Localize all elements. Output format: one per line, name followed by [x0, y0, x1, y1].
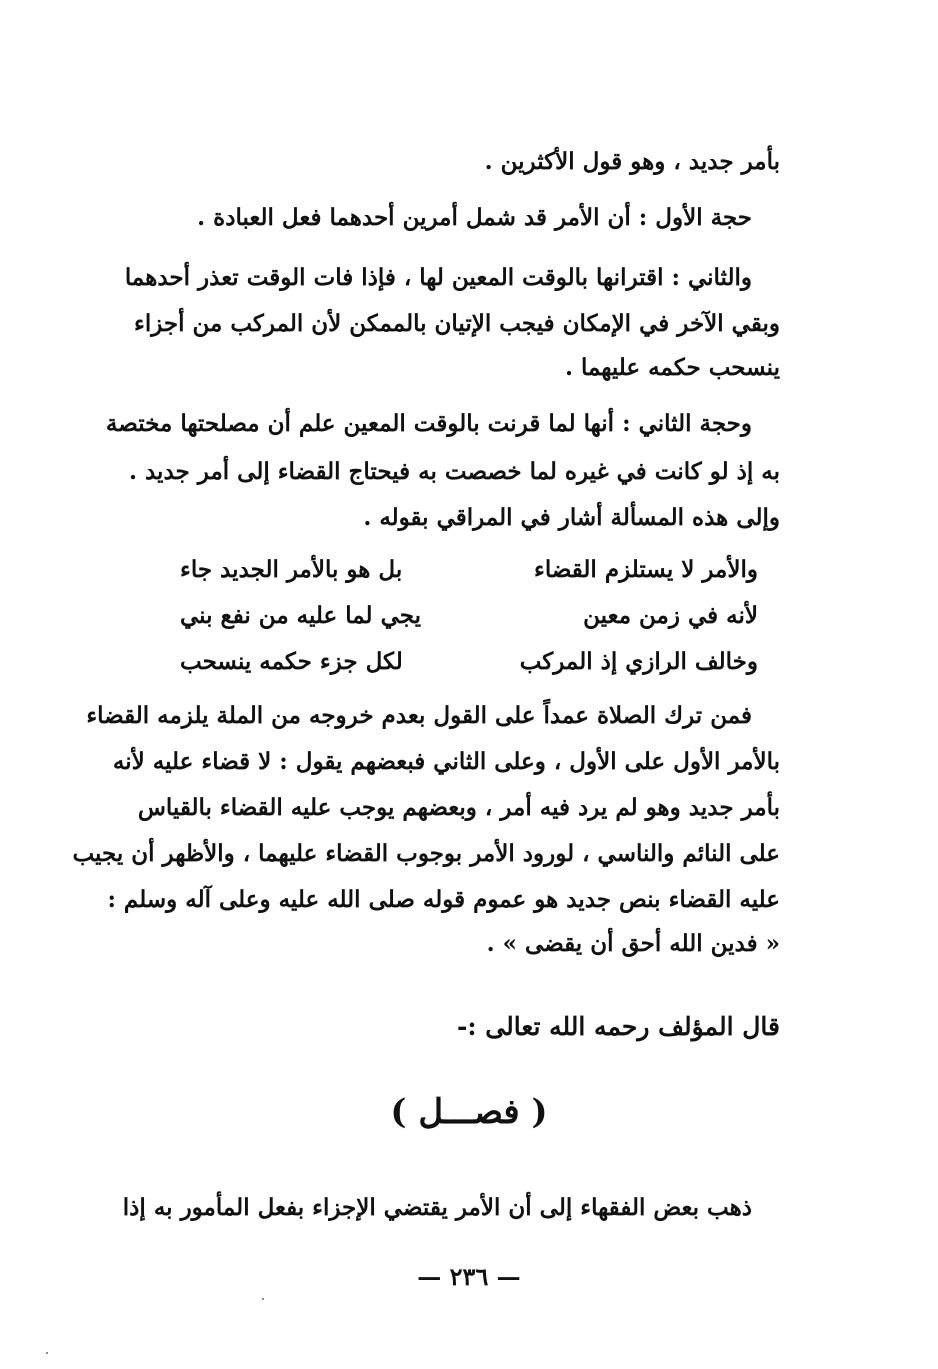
verse-second-hemistich: يجي لما عليه من نفع بني: [180, 602, 421, 629]
scan-speck: [262, 1298, 264, 1300]
verse-second-hemistich: بل هو بالأمر الجديد جاء: [180, 556, 403, 583]
text-line: على النائم والناسي ، لورود الأمر بوجوب القضاء عليهما ، والأظهر أن يجيب: [72, 840, 780, 867]
text-line: بأمر جديد ، وهو قول الأكثرين .: [484, 148, 780, 175]
author-heading: قال المؤلف رحمه الله تعالى :-: [457, 1012, 780, 1041]
hadith-quote-line: « فدين الله أحق أن يقضى » .: [486, 930, 780, 957]
scan-speck: [46, 1352, 48, 1354]
text-line: وإلى هذه المسألة أشار في المراقي بقوله .: [363, 504, 780, 531]
page-number: — ٢٣٦ —: [417, 1262, 521, 1291]
text-line: وبقي الآخر في الإمكان فيجب الإتيان بالممكن لأن المركب من أجزاء: [134, 310, 780, 337]
text-line: به إذ لو كانت في غيره لما خصصت به فيحتاج القضاء إلى أمر جديد .: [128, 458, 780, 485]
text-line: ذهب بعض الفقهاء إلى أن الأمر يقتضي الإجزاء بفعل المأمور به إذا: [122, 1194, 752, 1221]
text-line: فمن ترك الصلاة عمداً على القول بعدم خروجه من الملة يلزمه القضاء: [86, 702, 752, 729]
text-line: وحجة الثاني : أنها لما قرنت بالوقت المعين علم أن مصلحتها مختصة: [105, 410, 752, 437]
text-line: والثاني : اقترانها بالوقت المعين لها ، فإذا فات الوقت تعذر أحدهما: [124, 264, 752, 291]
text-line: عليه القضاء بنص جديد هو عموم قوله صلى الله عليه وعلى آله وسلم :: [107, 886, 780, 913]
text-line: بالأمر الأول على الأول ، وعلى الثاني فبعضهم يقول : لا قضاء عليه لأنه: [112, 748, 780, 775]
section-title: ( فصـــل ): [390, 1092, 548, 1132]
verse-first-hemistich: وخالف الرازي إذ المركب: [519, 648, 758, 675]
verse-second-hemistich: لكل جزء حكمه ينسحب: [180, 648, 403, 675]
text-line: بأمر جديد وهو لم يرد فيه أمر ، وبعضهم يوجب عليه القضاء بالقياس: [137, 794, 780, 821]
text-line: حجة الأول : أن الأمر قد شمل أمرين أحدهما فعل العبادة .: [197, 204, 752, 231]
verse-first-hemistich: لأنه في زمن معين: [583, 602, 758, 629]
text-line: ينسحب حكمه عليهما .: [564, 354, 780, 381]
verse-first-hemistich: والأمر لا يستلزم القضاء: [534, 556, 758, 583]
